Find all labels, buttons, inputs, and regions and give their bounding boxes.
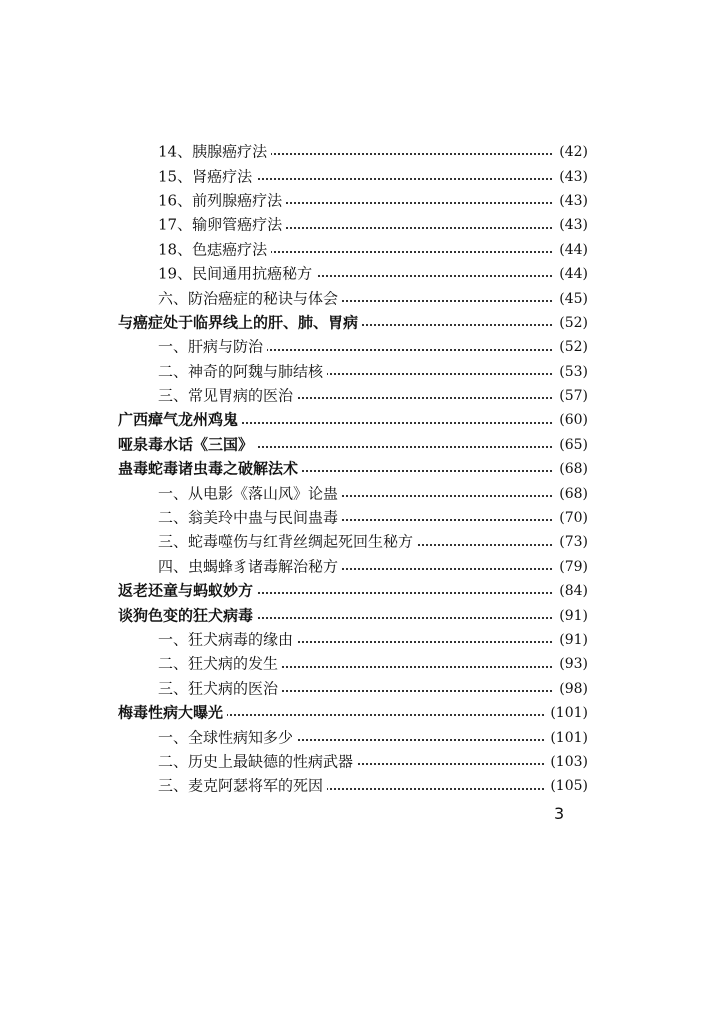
toc-entry-page: (43) — [555, 194, 588, 208]
toc-entry-page: (93) — [555, 657, 588, 671]
toc-entry — [0, 481, 724, 505]
toc-entry-page: (105) — [546, 779, 588, 793]
toc-entry-page: (79) — [555, 560, 588, 574]
toc-entry-page: (57) — [555, 389, 588, 403]
toc-entry-page: (68) — [555, 487, 588, 501]
toc-entry-title: 二、狂犬病的发生 — [158, 657, 282, 672]
table-of-contents — [0, 140, 724, 799]
toc-entry-title: 三、蛇毒噬伤与红背丝绸起死回生秘方 — [158, 535, 417, 550]
toc-entry-page: (45) — [555, 292, 588, 306]
toc-entry — [0, 238, 724, 262]
toc-entry-title: 16、前列腺癌疗法 — [158, 193, 286, 208]
toc-chapter-title: 谈狗色变的狂犬病毒 — [118, 608, 257, 623]
toc-chapter-title: 哑泉毒水话《三国》 — [118, 437, 257, 452]
toc-entry-title: 一、从电影《落山风》论蛊 — [158, 486, 342, 501]
toc-entry-page: (103) — [546, 755, 588, 769]
toc-entry-title: 三、狂犬病的医治 — [158, 681, 282, 696]
toc-entry-title: 三、常见胃病的医治 — [158, 389, 297, 404]
toc-chapter — [0, 433, 724, 457]
toc-entry-title: 18、色痣癌疗法 — [158, 242, 271, 257]
toc-entry-page: (43) — [555, 170, 588, 184]
toc-entry — [0, 140, 724, 164]
toc-chapter-page: (101) — [546, 706, 588, 720]
toc-entry — [0, 530, 724, 554]
toc-entry-title: 一、狂犬病毒的缘由 — [158, 633, 297, 648]
toc-entry-page: (43) — [555, 218, 588, 232]
toc-entry — [0, 335, 724, 359]
toc-entry-page: (91) — [555, 633, 588, 647]
toc-entry — [0, 384, 724, 408]
toc-entry — [0, 286, 724, 310]
toc-chapter-title: 蛊毒蛇毒诸虫毒之破解法术 — [118, 462, 302, 477]
toc-entry — [0, 774, 724, 798]
toc-entry — [0, 652, 724, 676]
toc-entry-title: 四、虫蝎蜂豸诸毒解治秘方 — [158, 559, 342, 574]
page-number: 3 — [554, 804, 565, 823]
toc-chapter-page: (65) — [555, 438, 588, 452]
toc-chapter — [0, 579, 724, 603]
toc-chapter-page: (68) — [555, 462, 588, 476]
toc-chapter-title: 广西瘴气龙州鸡鬼 — [118, 413, 242, 428]
toc-entry — [0, 164, 724, 188]
toc-entry-page: (73) — [555, 535, 588, 549]
toc-entry — [0, 262, 724, 286]
toc-entry — [0, 360, 724, 384]
toc-entry-title: 一、全球性病知多少 — [158, 730, 297, 745]
toc-entry — [0, 628, 724, 652]
toc-chapter-title: 返老还童与蚂蚁妙方 — [118, 584, 257, 599]
toc-chapter-page: (52) — [555, 316, 588, 330]
toc-entry-page: (44) — [555, 243, 588, 257]
toc-chapter-page: (60) — [555, 413, 588, 427]
toc-entry-page: (98) — [555, 682, 588, 696]
toc-chapter — [0, 603, 724, 627]
toc-entry-title: 15、肾癌疗法 — [158, 169, 256, 184]
toc-entry-title: 二、神奇的阿魏与肺结核 — [158, 364, 327, 379]
toc-entry — [0, 555, 724, 579]
toc-entry-title: 一、肝病与防治 — [158, 340, 267, 355]
toc-entry — [0, 213, 724, 237]
toc-chapter — [0, 311, 724, 335]
toc-entry-page: (52) — [555, 340, 588, 354]
toc-chapter — [0, 408, 724, 432]
toc-entry-title: 17、输卵管癌疗法 — [158, 218, 286, 233]
toc-entry-page: (44) — [555, 267, 588, 281]
toc-entry — [0, 677, 724, 701]
toc-chapter-title: 与癌症处于临界线上的肝、肺、胃病 — [118, 315, 362, 330]
toc-chapter-page: (91) — [555, 609, 588, 623]
toc-entry — [0, 725, 724, 749]
toc-entry — [0, 750, 724, 774]
toc-entry-title: 14、胰腺癌疗法 — [158, 145, 271, 160]
toc-entry-page: (101) — [546, 731, 588, 745]
toc-entry-title: 二、历史上最缺德的性病武器 — [158, 754, 357, 769]
toc-entry-page: (53) — [555, 365, 588, 379]
toc-entry-page: (70) — [555, 511, 588, 525]
toc-chapter — [0, 457, 724, 481]
toc-chapter-title: 梅毒性病大曝光 — [118, 706, 227, 721]
toc-entry — [0, 189, 724, 213]
toc-chapter — [0, 701, 724, 725]
toc-entry-title: 二、翁美玲中蛊与民间蛊毒 — [158, 511, 342, 526]
toc-entry-title: 19、民间通用抗癌秘方 — [158, 267, 316, 282]
toc-entry-page: (42) — [555, 145, 588, 159]
toc-entry — [0, 506, 724, 530]
toc-entry-title: 三、麦克阿瑟将军的死因 — [158, 779, 327, 794]
toc-entry-title: 六、防治癌症的秘诀与体会 — [158, 291, 342, 306]
toc-chapter-page: (84) — [555, 584, 588, 598]
